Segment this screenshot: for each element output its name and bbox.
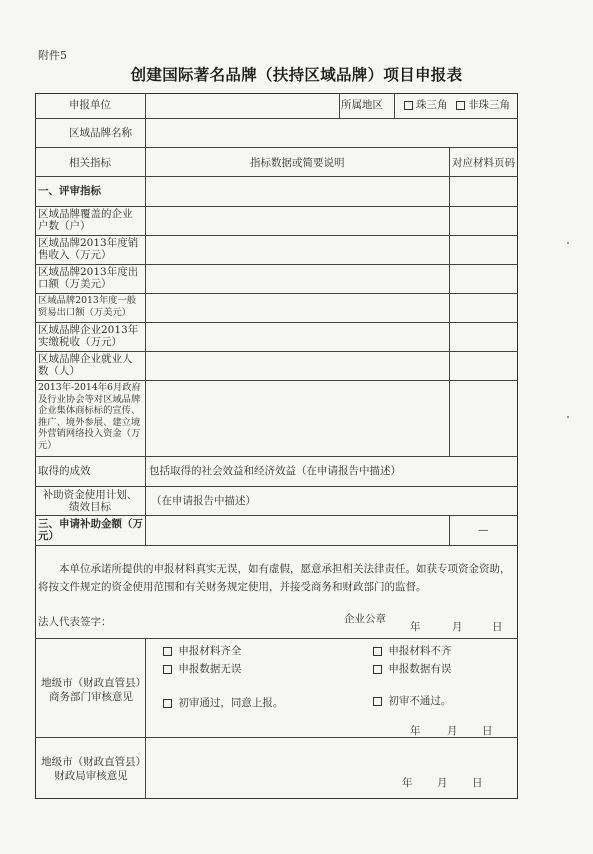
row-divider <box>35 293 518 294</box>
finance-review-label: 地级市（财政直管县）财政局审核意见 <box>41 756 141 782</box>
data-header: 指标数据或简要说明 <box>250 157 345 169</box>
indicator-label: 区域品牌2013年度一般贸易出口额（万美元） <box>38 295 137 318</box>
row-divider <box>35 176 518 177</box>
region-label: 所属地区 <box>341 99 383 111</box>
checkbox-icon <box>373 665 382 674</box>
page-header: 对应材料页码 <box>452 157 515 169</box>
region-option-prd[interactable]: 珠三角 <box>404 99 448 111</box>
row-divider <box>35 235 518 236</box>
indicator-label: 区域品牌企业2013年实缴税收（万元） <box>38 324 139 348</box>
column-divider <box>449 515 450 545</box>
check-complete[interactable]: 申报材料齐全 <box>163 645 241 657</box>
section-3-heading: 三、申请补助金额（万元） <box>38 518 143 542</box>
page-title: 创建国际著名品牌（扶持区域品牌）项目申报表 <box>130 66 463 84</box>
applicant-label: 申报单位 <box>69 99 111 111</box>
results-label: 取得的成效 <box>38 465 91 477</box>
checkbox-icon <box>404 101 413 110</box>
date-day: 日 <box>482 725 493 737</box>
check-incomplete[interactable]: 申报材料不齐 <box>373 645 451 657</box>
column-divider <box>145 93 146 545</box>
row-divider <box>35 380 518 381</box>
plan-desc: （在申请报告中描述） <box>151 495 256 507</box>
row-divider <box>35 118 518 119</box>
date-month: 月 <box>447 725 458 737</box>
seal-label: 企业公章 <box>344 613 386 625</box>
check-correct[interactable]: 申报数据无误 <box>163 663 241 675</box>
row-divider <box>35 515 518 516</box>
column-divider <box>449 147 450 456</box>
indicator-label: 区域品牌覆盖的企业户数（户） <box>38 208 133 232</box>
row-divider <box>35 545 518 546</box>
row-divider <box>35 456 518 457</box>
date-year: 年 <box>410 725 421 737</box>
region-option-non-prd[interactable]: 非珠三角 <box>456 99 510 111</box>
scan-speck <box>567 416 569 418</box>
declaration-text: 本单位承诺所提供的申报材料真实无误，如有虚假，愿意承担相关法律责任。如获专项资金资助，将按文件规定的资金使用范围和有关财务规定使用，并接受商务和财政部门的监督。 <box>38 563 511 593</box>
legal-rep-signature-label: 法人代表签字： <box>38 616 112 628</box>
row-divider <box>35 206 518 207</box>
plan-label: 补助资金使用计划、绩效目标 <box>42 489 138 513</box>
column-divider <box>145 638 146 799</box>
commerce-review-label: 地级市（财政直管县）商务部门审核意见 <box>41 677 141 703</box>
indicator-label: 区域品牌2013年度销售收入（万元） <box>38 237 139 261</box>
section-1-heading: 一、评审指标 <box>38 185 101 197</box>
indicator-label: 2013年-2014年6月政府及行业协会等对区域品牌企业集体商标标的宣传、推广、境外参展、建立境外营销网络投入资金（万元） <box>38 382 141 451</box>
results-desc: 包括取得的社会效益和经济效益（在申请报告中描述） <box>149 465 401 477</box>
row-divider <box>35 737 518 738</box>
checkbox-icon <box>373 697 382 706</box>
row-divider <box>35 351 518 352</box>
indicator-header: 相关指标 <box>69 157 111 169</box>
attachment-label: 附件5 <box>38 49 67 62</box>
date-month: 月 <box>452 621 463 633</box>
row-divider <box>35 322 518 323</box>
column-divider <box>394 93 395 118</box>
date-year: 年 <box>402 777 413 789</box>
indicator-label: 区域品牌企业就业人数（人） <box>38 353 133 377</box>
indicator-label: 区域品牌2013年度出口额（万美元） <box>38 266 139 290</box>
checkbox-icon <box>373 647 382 656</box>
checkbox-icon <box>163 647 172 656</box>
checkbox-icon <box>163 699 172 708</box>
scan-speck <box>567 242 569 244</box>
brand-name-label: 区域品牌名称 <box>69 127 132 139</box>
row-divider <box>35 638 518 639</box>
row-divider <box>35 147 518 148</box>
checkbox-icon <box>456 101 465 110</box>
checkbox-icon <box>163 665 172 674</box>
column-divider <box>339 93 340 118</box>
row-divider <box>35 264 518 265</box>
date-day: 日 <box>492 621 503 633</box>
check-pass[interactable]: 初审通过，同意上报。 <box>163 697 283 709</box>
check-fail[interactable]: 初审不通过。 <box>373 695 451 707</box>
date-year: 年 <box>410 621 421 633</box>
dash-mark: — <box>478 524 489 536</box>
row-divider <box>35 486 518 487</box>
date-day: 日 <box>472 777 483 789</box>
date-month: 月 <box>437 777 448 789</box>
check-error[interactable]: 申报数据有误 <box>373 663 451 675</box>
